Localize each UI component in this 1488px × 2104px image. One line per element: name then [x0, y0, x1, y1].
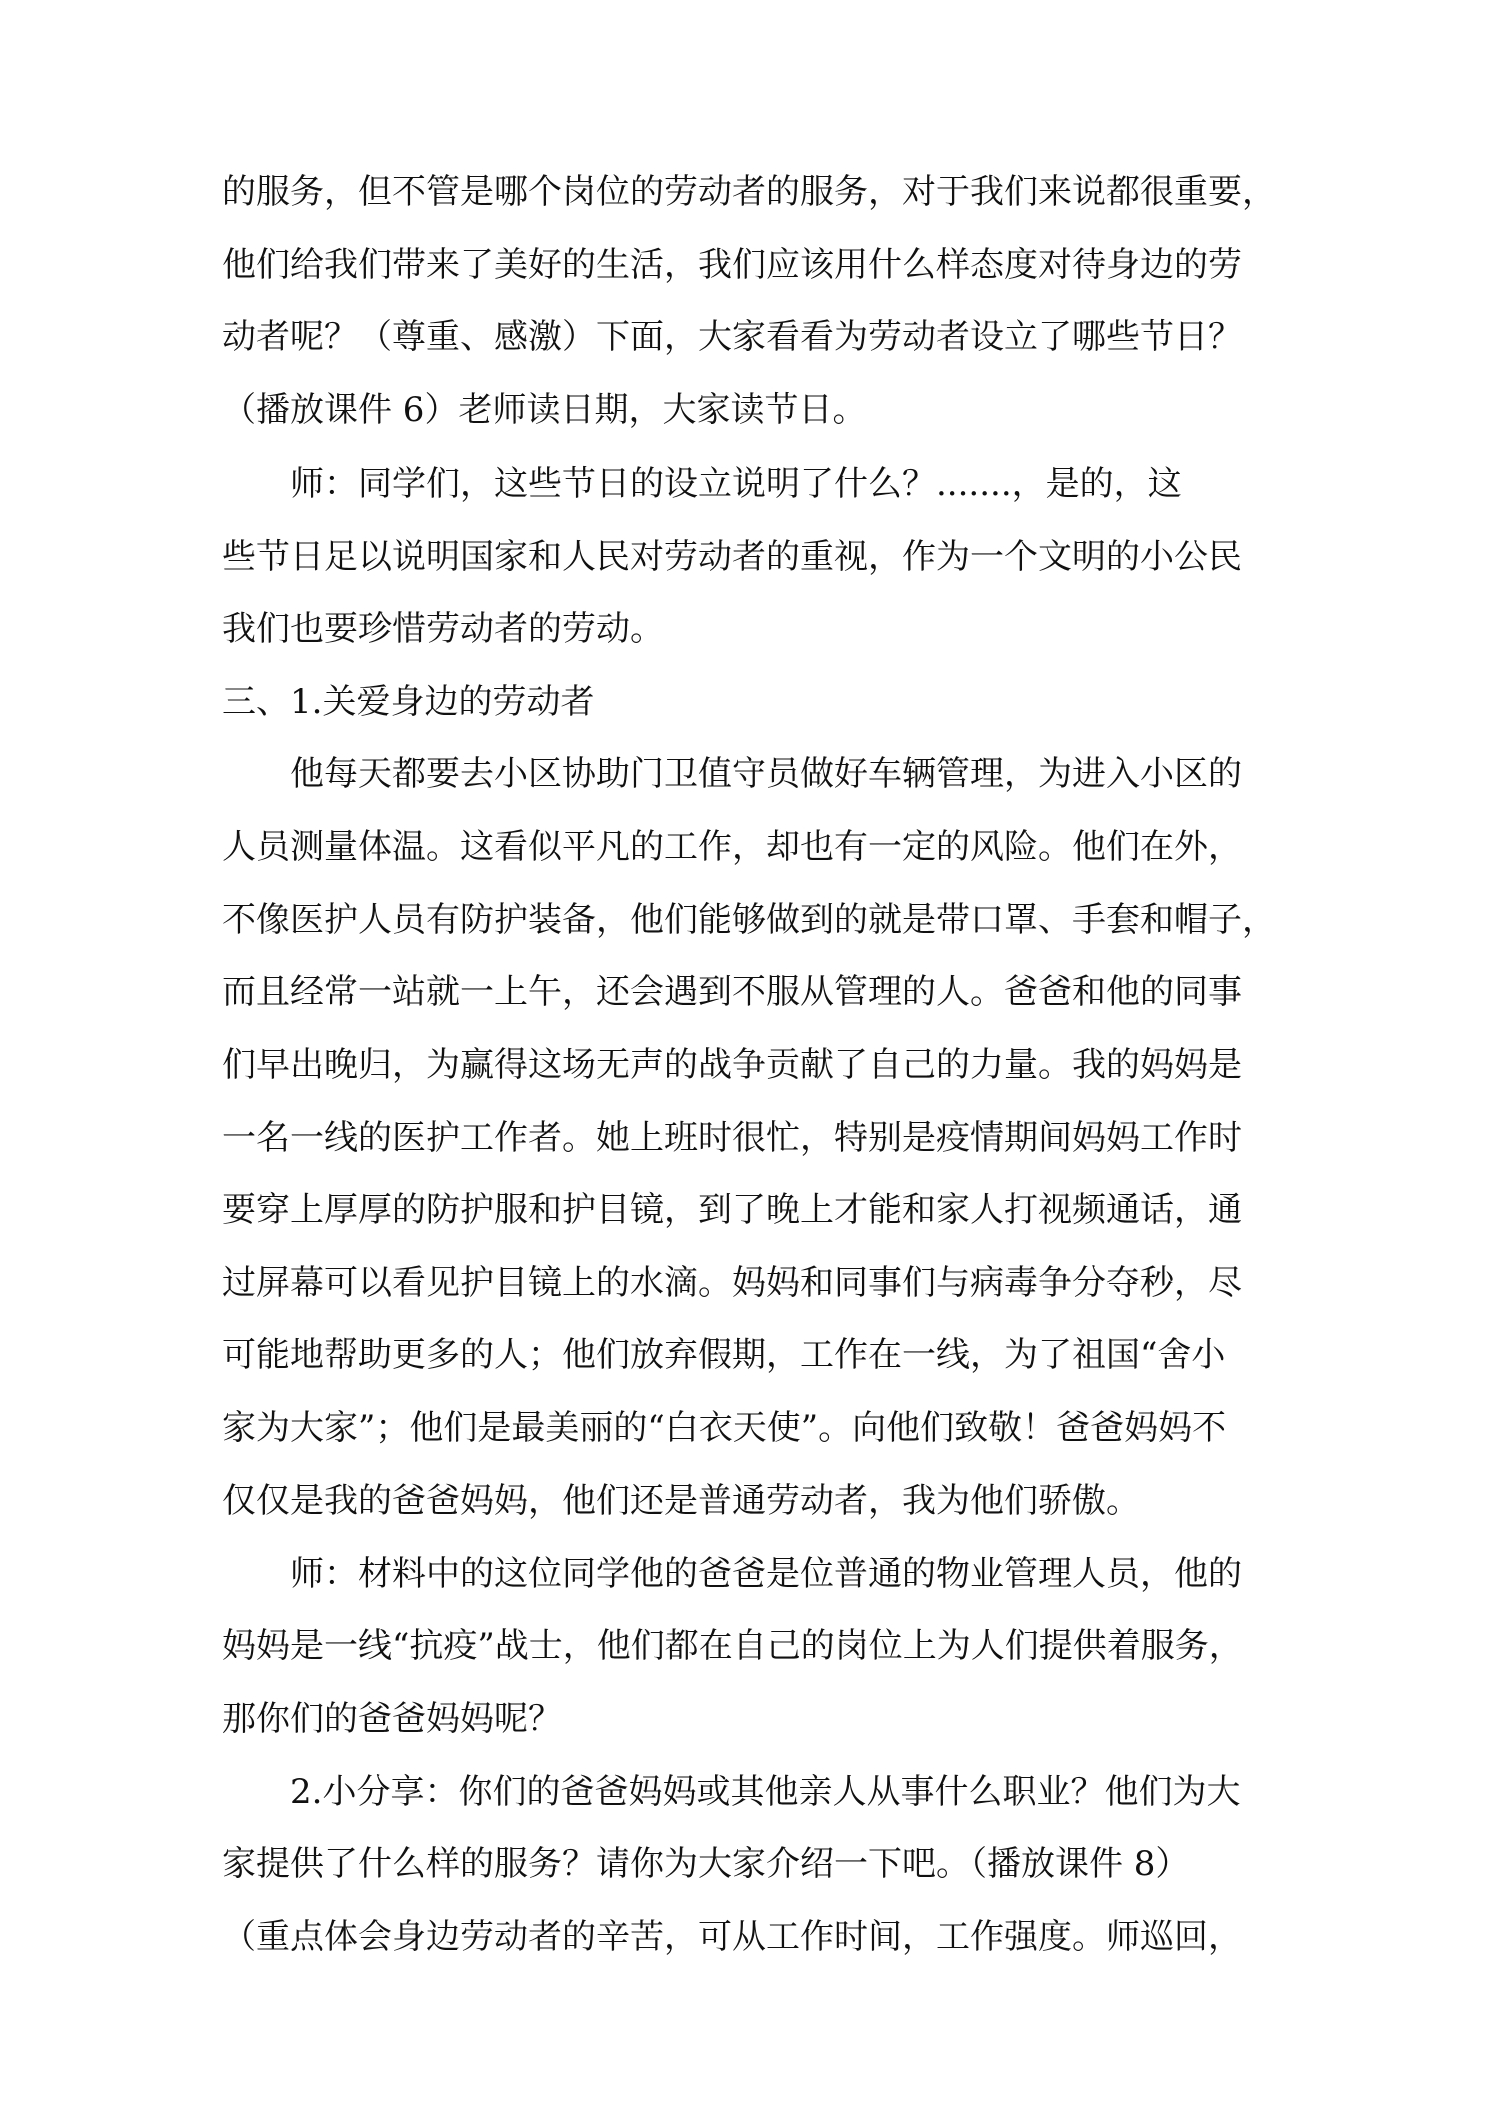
- text-line: 些节日足以说明国家和人民对劳动者的重视，作为一个文明的小公民: [222, 537, 1242, 577]
- text-line: 而且经常一站就一上午，还会遇到不服从管理的人。爸爸和他的同事: [222, 972, 1242, 1012]
- text-line: 可能地帮助更多的人；他们放弃假期，工作在一线，为了祖国“舍小: [222, 1335, 1226, 1375]
- text-line: 师：同学们，这些节日的设立说明了什么？.......，是的，这: [290, 464, 1182, 504]
- text-line: 他们给我们带来了美好的生活，我们应该用什么样态度对待身边的劳: [222, 245, 1242, 285]
- text-line: 他每天都要去小区协助门卫值守员做好车辆管理，为进入小区的: [290, 754, 1242, 794]
- text-line: 不像医护人员有防护装备，他们能够做到的就是带口罩、手套和帽子，: [222, 900, 1276, 940]
- text-line: 家提供了什么样的服务？请你为大家介绍一下吧。（播放课件 8）: [222, 1844, 1190, 1884]
- text-line: 要穿上厚厚的防护服和护目镜，到了晚上才能和家人打视频通话，通: [222, 1190, 1242, 1230]
- text-line: 我们也要珍惜劳动者的劳动。: [222, 609, 664, 649]
- text-line: 一名一线的医护工作者。她上班时很忙，特别是疫情期间妈妈工作时: [222, 1118, 1242, 1158]
- text-line: 家为大家”；他们是最美丽的“白衣天使”。向他们致敬！爸爸妈妈不: [222, 1408, 1227, 1448]
- text-line: 妈妈是一线“抗疫”战士，他们都在自己的岗位上为人们提供着服务，: [222, 1626, 1243, 1666]
- text-line: 2.小分享：你们的爸爸妈妈或其他亲人从事什么职业？他们为大: [290, 1772, 1241, 1812]
- text-line: 动者呢？（尊重、感激）下面，大家看看为劳动者设立了哪些节日？: [222, 317, 1242, 357]
- text-line: （重点体会身边劳动者的辛苦，可从工作时间，工作强度。师巡回，: [222, 1917, 1242, 1957]
- text-line: 们早出晚归，为赢得这场无声的战争贡献了自己的力量。我的妈妈是: [222, 1045, 1242, 1085]
- text-line: 过屏幕可以看见护目镜上的水滴。妈妈和同事们与病毒争分夺秒，尽: [222, 1263, 1242, 1303]
- text-line: 人员测量体温。这看似平凡的工作，却也有一定的风险。他们在外，: [222, 827, 1242, 867]
- text-line: 那你们的爸爸妈妈呢？: [222, 1699, 562, 1739]
- section-heading: 三、1.关爱身边的劳动者: [222, 682, 595, 722]
- text-line: 仅仅是我的爸爸妈妈，他们还是普通劳动者，我为他们骄傲。: [222, 1481, 1140, 1521]
- text-line: 的服务，但不管是哪个岗位的劳动者的服务，对于我们来说都很重要，: [222, 172, 1276, 212]
- text-line: （播放课件 6）老师读日期，大家读节日。: [222, 390, 867, 430]
- text-line: 师：材料中的这位同学他的爸爸是位普通的物业管理人员，他的: [290, 1554, 1242, 1594]
